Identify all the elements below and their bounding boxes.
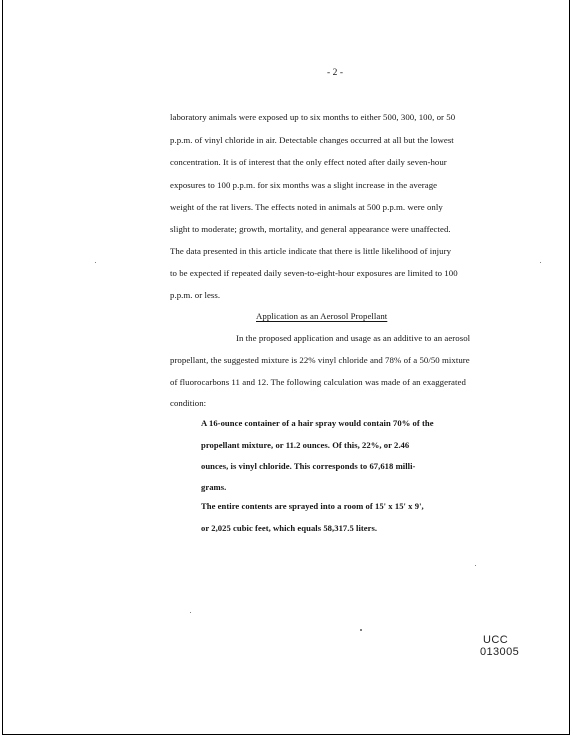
body-line: weight of the rat livers. The effects noted in animals at 500 p.p.m. were only <box>170 202 443 212</box>
page-number: - 2 - <box>327 68 344 78</box>
calculation-line: grams. <box>201 482 227 492</box>
body-line: exposures to 100 p.p.m. for six months was a slight increase in the average <box>170 180 438 190</box>
body-line: propellant, the suggested mixture is 22% vinyl chloride and 78% of a 50/50 mixture <box>170 355 470 365</box>
scan-speck <box>540 262 541 263</box>
body-line: p.p.m. of vinyl chloride in air. Detectable changes occurred at all but the lowest <box>170 135 454 145</box>
page-border <box>2 0 570 735</box>
body-line: concentration. It is of interest that the only effect noted after daily seven-hour <box>170 157 447 167</box>
body-line: p.p.m. or less. <box>170 290 221 300</box>
section-heading: Application as an Aerosol Propellant <box>256 311 388 321</box>
body-line: In the proposed application and usage as an additive to an aerosol <box>236 333 471 343</box>
scan-speck <box>95 262 96 263</box>
body-line: of fluorocarbons 11 and 12. The following calculation was made of an exaggerated <box>170 377 466 387</box>
body-line: to be expected if repeated daily seven-to-eight-hour exposures are limited to 100 <box>170 268 458 278</box>
body-line: condition: <box>170 398 207 408</box>
calculation-line: The entire contents are sprayed into a room of 15' x 15' x 9', <box>201 501 424 511</box>
bates-stamp-prefix: UCC <box>483 634 509 646</box>
body-line: laboratory animals were exposed up to six months to either 500, 300, 100, or 50 <box>170 112 456 122</box>
scan-speck <box>190 612 191 613</box>
scan-speck <box>475 565 476 566</box>
calculation-line: ounces, is vinyl chloride. This corresponds to 67,618 milli- <box>201 461 416 471</box>
bates-stamp-number: 013005 <box>480 646 520 658</box>
calculation-line: propellant mixture, or 11.2 ounces. Of this, 22%, or 2.46 <box>201 440 410 450</box>
calculation-line: A 16-ounce container of a hair spray would contain 70% of the <box>201 418 434 428</box>
calculation-line: or 2,025 cubic feet, which equals 58,317.5 liters. <box>201 523 378 533</box>
body-line: slight to moderate; growth, mortality, and general appearance were unaffected. <box>170 224 451 234</box>
scan-speck <box>360 629 362 631</box>
body-line: The data presented in this article indicate that there is little likelihood of injury <box>170 246 452 256</box>
